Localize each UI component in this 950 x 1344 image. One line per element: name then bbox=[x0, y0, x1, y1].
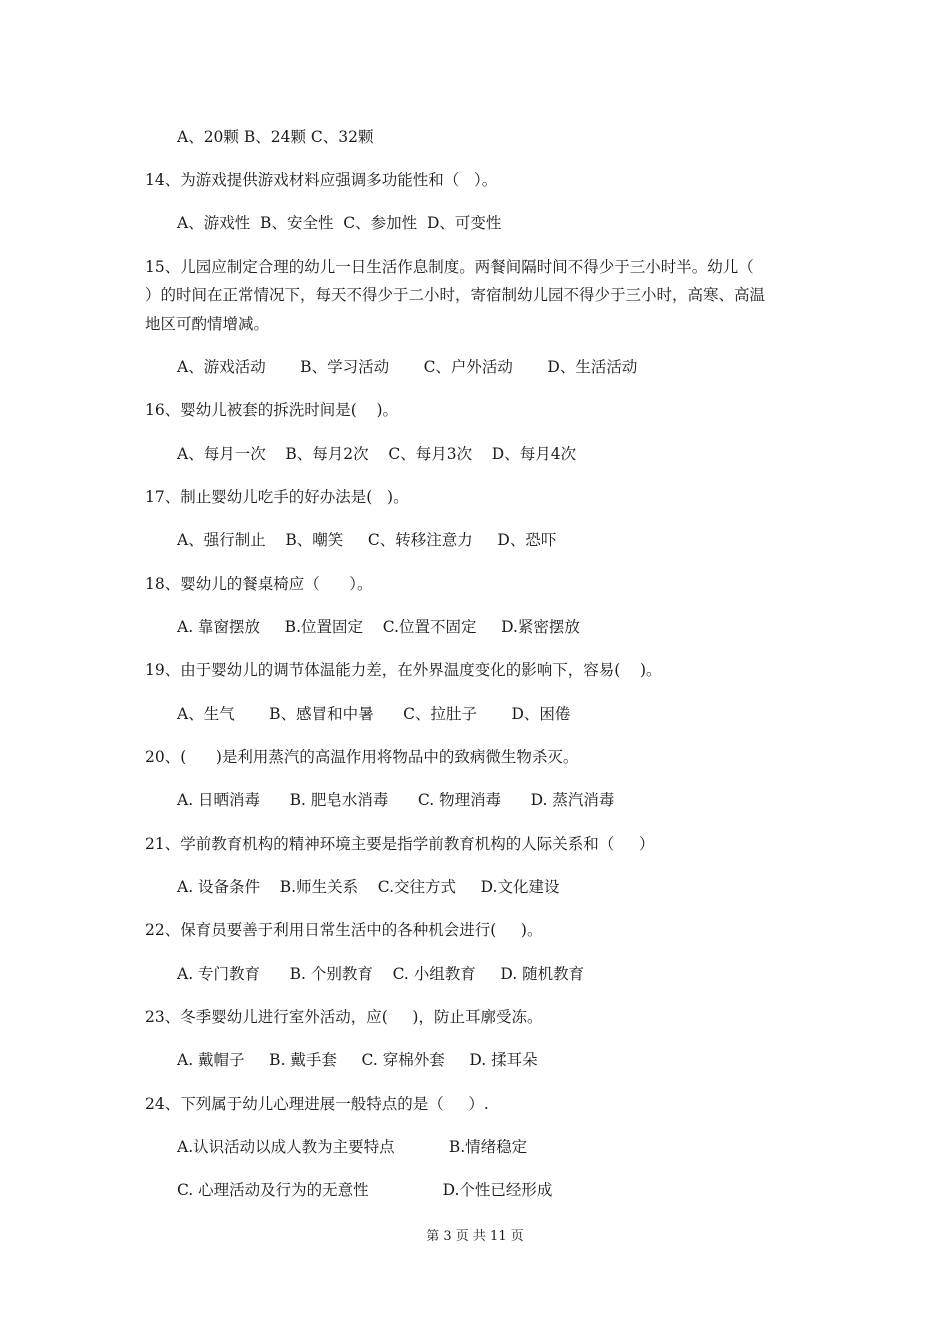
q21-options: A. 设备条件 B.师生关系 C.交往方式 D.文化建设 bbox=[177, 878, 560, 896]
q19-text: 19、由于婴幼儿的调节体温能力差，在外界温度变化的影响下，容易( )。 bbox=[145, 661, 662, 679]
q15-text-cont: ）的时间在正常情况下，每天不得少于二小时，寄宿制幼儿园不得少于三小时，高寒、高温 bbox=[145, 286, 766, 304]
q22-text: 22、保育员要善于利用日常生活中的各种机会进行( )。 bbox=[145, 921, 543, 939]
q19-options: A、生气 B、感冒和中暑 C、拉肚子 D、困倦 bbox=[177, 705, 571, 723]
q21-text: 21、学前教育机构的精神环境主要是指学前教育机构的人际关系和（ ） bbox=[145, 835, 655, 853]
q14-options: A、游戏性 B、安全性 C、参加性 D、可变性 bbox=[177, 214, 502, 232]
q15-text-cont: 地区可酌情增减。 bbox=[145, 315, 270, 333]
q14-text: 14、为游戏提供游戏材料应强调多功能性和（ ）。 bbox=[145, 171, 498, 189]
q20-text: 20、( )是利用蒸汽的高温作用将物品中的致病微生物杀灭。 bbox=[145, 748, 579, 766]
q24-options-row1: A.认识活动以成人教为主要特点 B.情绪稳定 bbox=[177, 1138, 528, 1156]
q15-options: A、游戏活动 B、学习活动 C、户外活动 D、生活活动 bbox=[177, 358, 638, 376]
q24-text: 24、下列属于幼儿心理进展一般特点的是（ ）. bbox=[145, 1095, 489, 1113]
q16-text: 16、婴幼儿被套的拆洗时间是( )。 bbox=[145, 401, 399, 419]
q18-options: A. 靠窗摆放 B.位置固定 C.位置不固定 D.紧密摆放 bbox=[177, 618, 580, 636]
q23-options: A. 戴帽子 B. 戴手套 C. 穿棉外套 D. 揉耳朵 bbox=[177, 1051, 538, 1069]
q22-options: A. 专门教育 B. 个别教育 C. 小组教育 D. 随机教育 bbox=[177, 965, 585, 983]
page-footer: 第 3 页 共 11 页 bbox=[426, 1229, 524, 1244]
q13-options: A、20颗 B、24颗 C、32颗 bbox=[177, 128, 374, 146]
q17-text: 17、制止婴幼儿吃手的好办法是( )。 bbox=[145, 488, 409, 506]
q16-options: A、每月一次 B、每月2次 C、每月3次 D、每月4次 bbox=[177, 445, 577, 463]
q15-text: 15、儿园应制定合理的幼儿一日生活作息制度。两餐间隔时间不得少于三小时半。幼儿（ bbox=[145, 258, 754, 276]
q18-text: 18、婴幼儿的餐桌椅应（ ）。 bbox=[145, 575, 373, 593]
q23-text: 23、冬季婴幼儿进行室外活动，应( )，防止耳廓受冻。 bbox=[145, 1008, 543, 1026]
q17-options: A、强行制止 B、嘲笑 C、转移注意力 D、恐吓 bbox=[177, 531, 557, 549]
q24-options-row2: C. 心理活动及行为的无意性 D.个性已经形成 bbox=[177, 1181, 553, 1199]
q20-options: A. 日晒消毒 B. 肥皂水消毒 C. 物理消毒 D. 蒸汽消毒 bbox=[177, 791, 615, 809]
